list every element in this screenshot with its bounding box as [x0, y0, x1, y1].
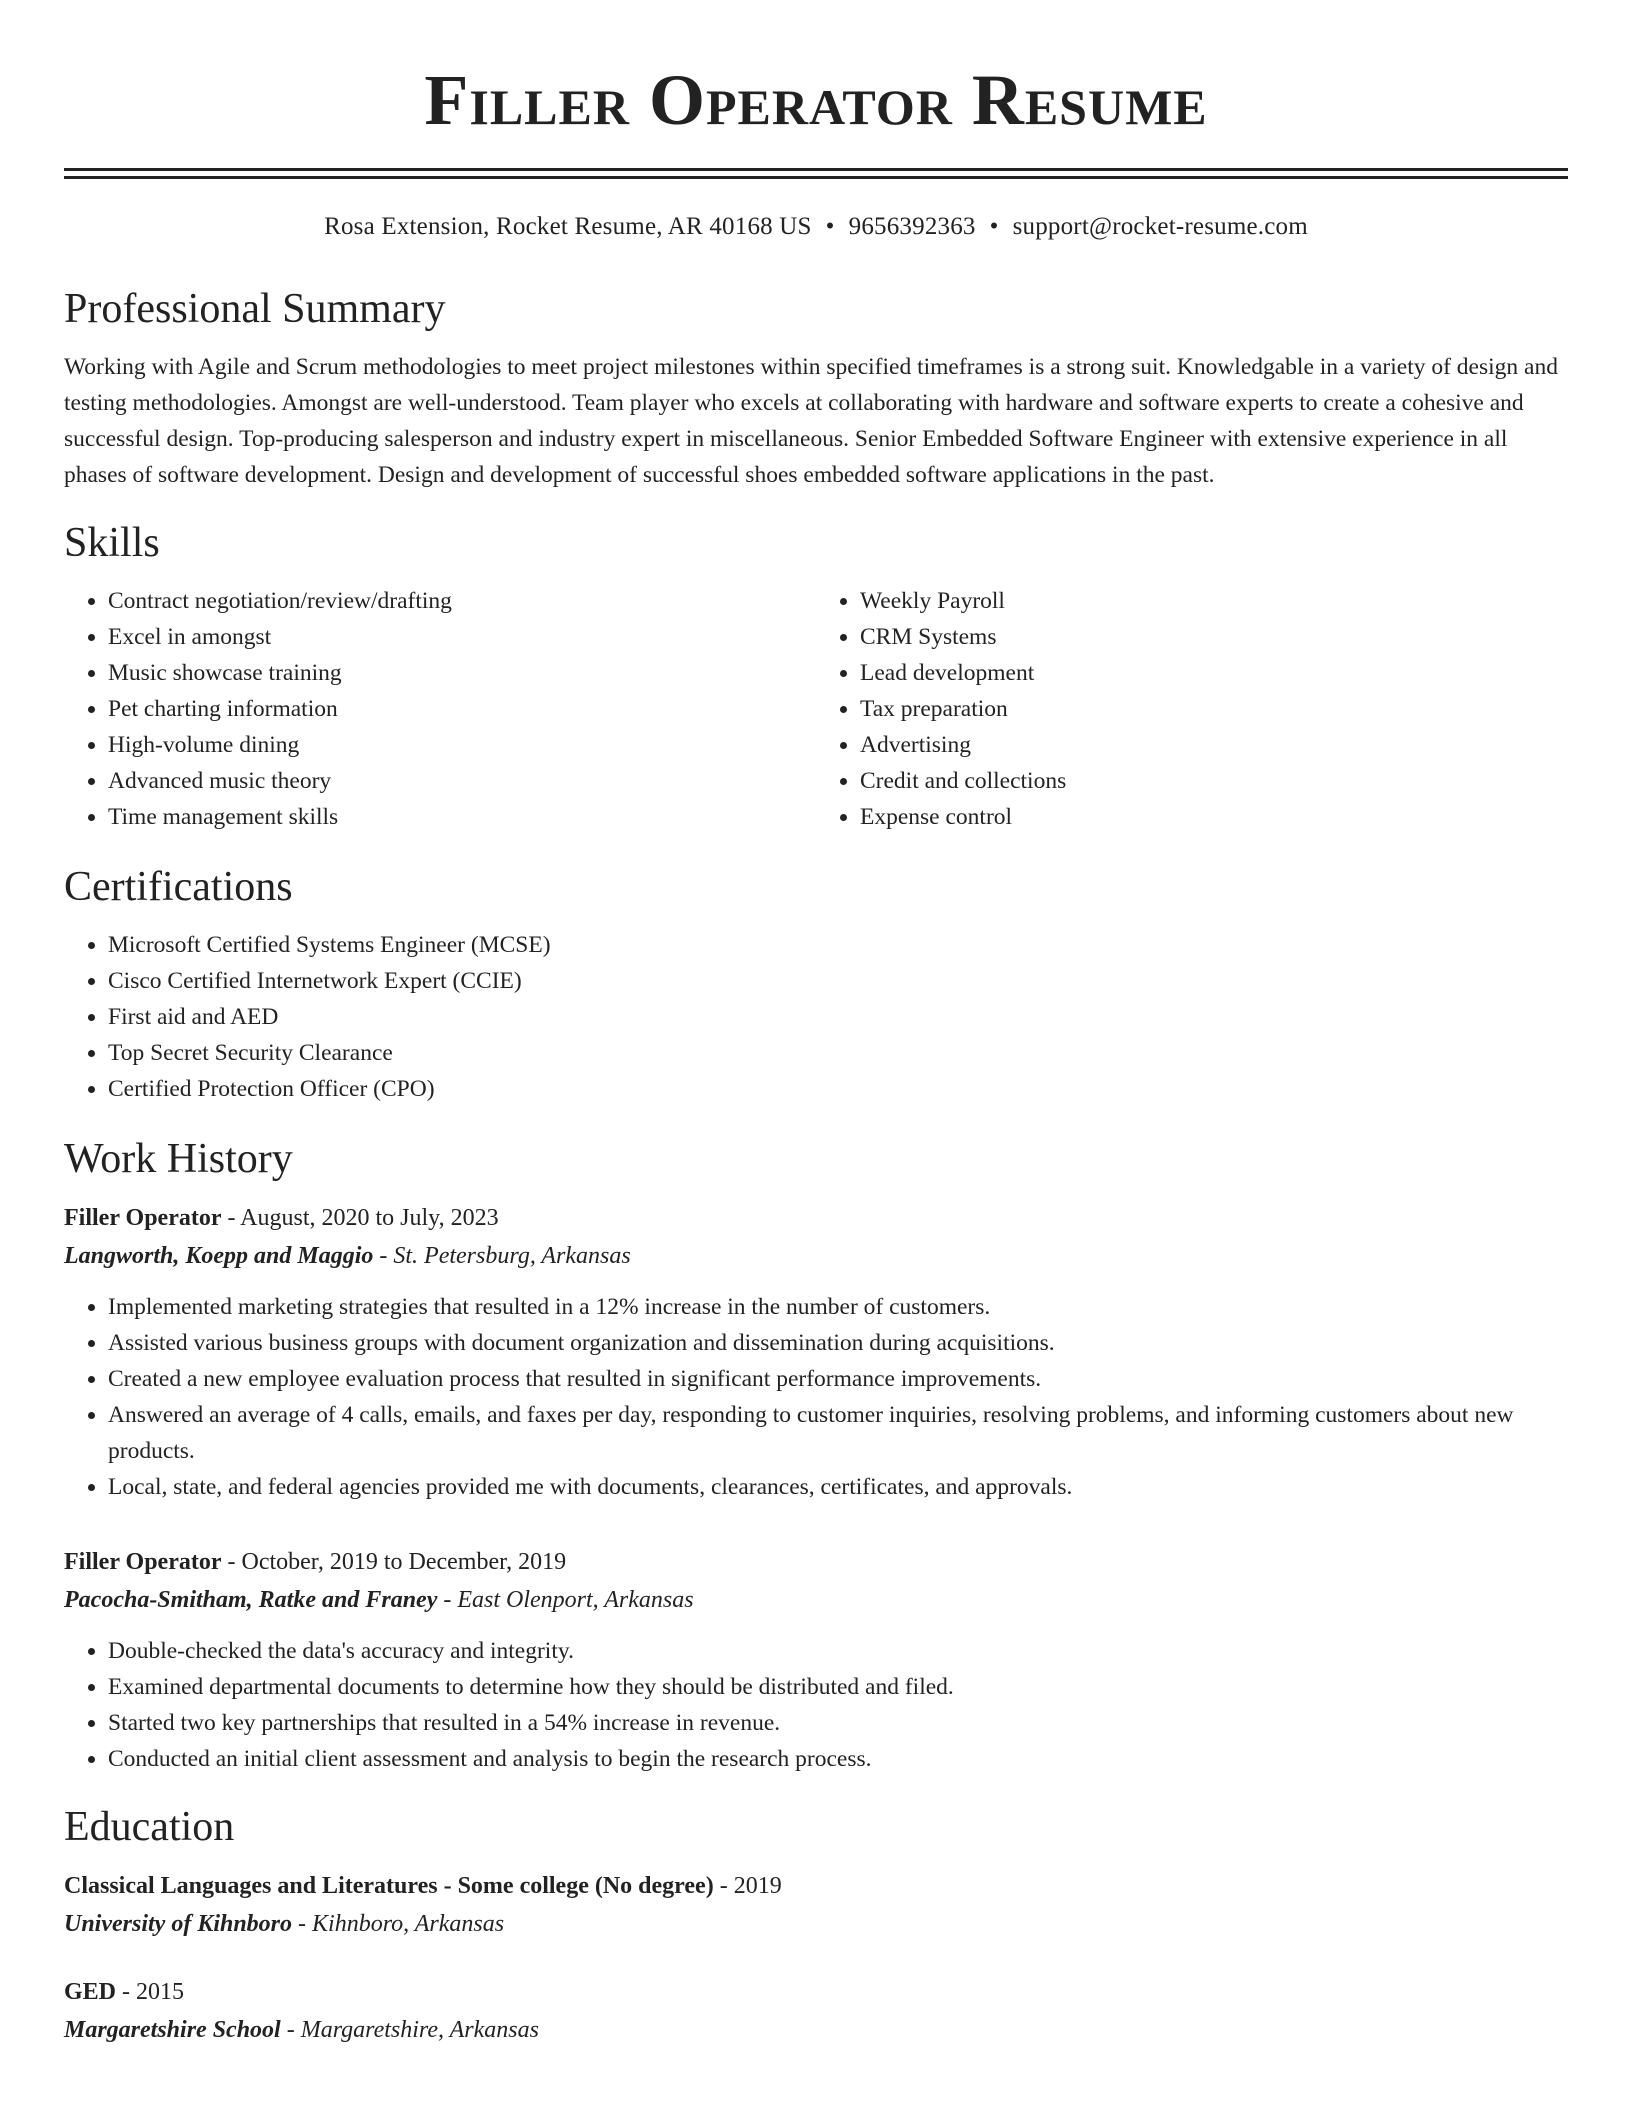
job-bullet: • Conducted an initial client assessment and analysis to begin the research process. [108, 1741, 1568, 1777]
education-school-line [64, 2011, 1568, 2049]
certification-item: • Top Secret Security Clearance [108, 1035, 1568, 1071]
skill-item: • Pet charting information [108, 691, 816, 727]
job-bullet: • Answered an average of 4 calls, emails, and faxes per day, responding to customer inquiries, resolving problems, and informing customers about new products. [108, 1397, 1568, 1469]
certifications-section [64, 859, 1568, 1107]
skills-list-left [64, 583, 816, 835]
skill-item: • Advanced music theory [108, 763, 816, 799]
contact-address: Rosa Extension, Rocket Resume, AR 40168 US [324, 213, 812, 240]
education-location: - Margaretshire, Arkansas [280, 2017, 539, 2043]
job-employer: Pacocha-Smitham, Ratke and Franey [64, 1587, 438, 1613]
job-employer: Langworth, Koepp and Maggio [64, 1243, 374, 1269]
skill-item: • High-volume dining [108, 727, 816, 763]
job-employer-line [64, 1237, 1568, 1275]
skill-item: • Lead development [860, 655, 1568, 691]
work-history-section [64, 1131, 1568, 1777]
job-title: Filler Operator [64, 1549, 222, 1575]
education-entry [64, 1867, 1568, 1943]
education-degree: Classical Languages and Literatures - Some college (No degree) [64, 1873, 714, 1899]
job-title-line [64, 1543, 1568, 1581]
skill-item: • Time management skills [108, 799, 816, 835]
contact-phone: 9656392363 [848, 213, 976, 240]
education-school-line [64, 1905, 1568, 1943]
education-school: University of Kihnboro [64, 1911, 293, 1937]
skill-item: • Tax preparation [860, 691, 1568, 727]
contact-separator: • [989, 213, 999, 240]
summary-heading: Professional Summary [64, 286, 446, 332]
skill-item: • Advertising [860, 727, 1568, 763]
job-bullets [64, 1289, 1568, 1505]
job-location: - East Olenport, Arkansas [437, 1587, 694, 1613]
certification-item: • First aid and AED [108, 999, 1568, 1035]
contact-line [64, 209, 1568, 245]
job-title: Filler Operator [64, 1205, 222, 1231]
education-heading: Education [64, 1804, 235, 1850]
job-entry [64, 1543, 1568, 1777]
job-location: - St. Petersburg, Arkansas [373, 1243, 631, 1269]
job-title-line [64, 1199, 1568, 1237]
skills-heading: Skills [64, 520, 160, 566]
skills-section [64, 515, 1568, 835]
certifications-heading: Certifications [64, 864, 293, 910]
education-year: - 2015 [116, 1979, 185, 2005]
job-dates: - October, 2019 to December, 2019 [221, 1549, 567, 1575]
education-year: - 2019 [713, 1873, 782, 1899]
page-title: Filler Operator Resume [424, 60, 1208, 140]
skill-item: • Expense control [860, 799, 1568, 835]
job-bullets [64, 1633, 1568, 1777]
certification-item: • Cisco Certified Internetwork Expert (CCIE) [108, 963, 1568, 999]
job-bullet: • Assisted various business groups with document organization and dissemination during acquisitions. [108, 1325, 1568, 1361]
job-entry [64, 1199, 1568, 1505]
skills-list-right [816, 583, 1568, 835]
contact-separator: • [825, 213, 835, 240]
job-bullet: • Examined departmental documents to determine how they should be distributed and filed. [108, 1669, 1568, 1705]
education-entry [64, 1973, 1568, 2049]
skill-item: • Excel in amongst [108, 619, 816, 655]
contact-email: support@rocket-resume.com [1012, 213, 1308, 240]
job-bullet: • Implemented marketing strategies that resulted in a 12% increase in the number of customers. [108, 1289, 1568, 1325]
certification-item: • Certified Protection Officer (CPO) [108, 1071, 1568, 1107]
skill-item: • Contract negotiation/review/drafting [108, 583, 816, 619]
certifications-list [64, 927, 1568, 1107]
summary-section [64, 281, 1568, 493]
skills-grid [64, 583, 1568, 835]
education-degree: GED [64, 1979, 117, 2005]
skill-item: • CRM Systems [860, 619, 1568, 655]
education-degree-line [64, 1867, 1568, 1905]
title-divider [64, 168, 1568, 179]
skill-item: • Music showcase training [108, 655, 816, 691]
education-degree-line [64, 1973, 1568, 2011]
job-employer-line [64, 1581, 1568, 1619]
skill-item: • Weekly Payroll [860, 583, 1568, 619]
job-dates: - August, 2020 to July, 2023 [221, 1205, 499, 1231]
education-section [64, 1799, 1568, 2049]
summary-text: Working with Agile and Scrum methodologies to meet project milestones within specified timeframes is a strong suit. Knowledgable in a variety of design and testing methodologies. Amongst are well-understood. Team player who excels at collaborating with hardware and software experts to create a cohesive and successful design. Top-producing salesperson and industry expert in miscellaneous. Senior Embedded Software Engineer with extensive experience in all phases of software development. Design and development of successful shoes embedded software applications in the past. [64, 354, 1558, 488]
work-history-heading: Work History [64, 1136, 293, 1182]
job-bullet: • Double-checked the data's accuracy and integrity. [108, 1633, 1568, 1669]
job-bullet: • Created a new employee evaluation process that resulted in significant performance improvements. [108, 1361, 1568, 1397]
education-school: Margaretshire School [64, 2017, 281, 2043]
education-location: - Kihnboro, Arkansas [292, 1911, 505, 1937]
job-bullet: • Started two key partnerships that resulted in a 54% increase in revenue. [108, 1705, 1568, 1741]
skill-item: • Credit and collections [860, 763, 1568, 799]
job-bullet: • Local, state, and federal agencies provided me with documents, clearances, certificates, and approvals. [108, 1469, 1568, 1505]
certification-item: • Microsoft Certified Systems Engineer (MCSE) [108, 927, 1568, 963]
